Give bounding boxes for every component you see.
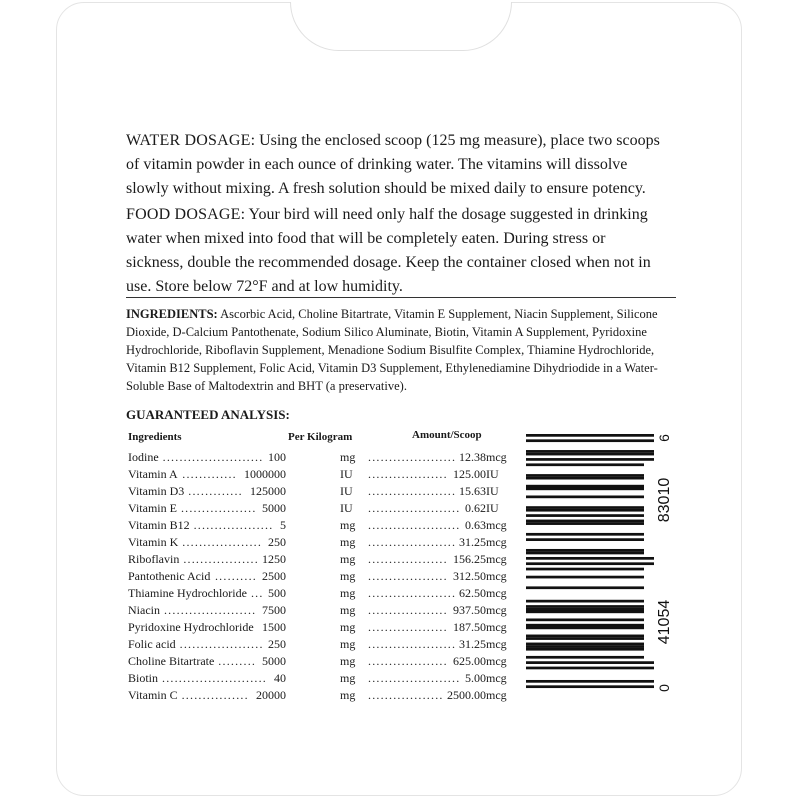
ingredients-text: Ascorbic Acid, Choline Bitartrate, Vitamin E Supplement, Niacin Supplement, Silicone Dioxide, D-Calcium Pantothenate, Sodium Silico Aluminate, Biotin, Vitamin A Supplement, Pyridoxine Hydrochloride, Riboflavin Supplement, Menadione Sodium Bisulfite Complex, Thiamine Hydrochloride, Vitamin B12 Supplement, Folic Acid, Vitamin D3 Supplement, Ethylenediamine Dihydriodide in a Water-Soluble Base of Maltodextrin and BHT (a preservative). <box>126 307 658 393</box>
amount-per-scoop-value: 0.62 <box>465 501 486 515</box>
per-kilogram-value: 40 <box>274 671 286 685</box>
table-row <box>128 466 508 483</box>
per-kilogram-unit: mg <box>340 620 356 634</box>
table-row <box>128 653 508 670</box>
barcode-bar <box>526 439 654 442</box>
barcode-bar <box>526 533 644 536</box>
leader-dots: ................... <box>368 654 448 668</box>
amount-per-scoop-unit: mcg <box>486 620 507 634</box>
ingredient-name: Choline Bitartrate <box>128 654 215 668</box>
per-kilogram-value: 500 <box>268 586 286 600</box>
table-row <box>128 483 508 500</box>
table-row <box>128 687 508 704</box>
ingredient-name: Niacin <box>128 603 160 617</box>
table-row <box>128 517 508 534</box>
leader-dots: ................... <box>368 467 448 481</box>
barcode-bar <box>526 474 644 477</box>
leader-dots: ..................... <box>368 637 457 651</box>
col-per-kilogram: Per Kilogram <box>288 431 353 443</box>
barcode <box>524 426 676 696</box>
leader-dots: ......................... <box>162 671 267 685</box>
amount-per-scoop-unit: mcg <box>486 552 507 566</box>
per-kilogram-value: 100 <box>268 450 286 464</box>
ingredient-name: Biotin <box>128 671 159 685</box>
per-kilogram-unit: mg <box>340 654 356 668</box>
amount-per-scoop-value: 187.50 <box>453 620 486 634</box>
amount-per-scoop-unit: IU <box>486 467 499 481</box>
per-kilogram-unit: mg <box>340 535 356 549</box>
leader-dots: ..................... <box>368 535 457 549</box>
per-kilogram-value: 5000 <box>262 654 286 668</box>
barcode-digit-first: 0 <box>656 684 672 692</box>
analysis-table <box>128 449 508 704</box>
amount-per-scoop-value: 312.50 <box>453 569 486 583</box>
barcode-bar <box>526 618 644 621</box>
barcode-bar <box>526 487 644 490</box>
table-row <box>128 619 508 636</box>
leader-dots: ...................... <box>163 603 257 617</box>
leader-dots: ................ <box>181 688 249 702</box>
amount-per-scoop-unit: mcg <box>486 569 507 583</box>
per-kilogram-value: 7500 <box>262 603 286 617</box>
leader-dots: .................. <box>368 688 444 702</box>
table-row <box>128 568 508 585</box>
amount-per-scoop-value: 937.50 <box>453 603 486 617</box>
amount-per-scoop-value: 31.25 <box>459 637 486 651</box>
barcode-bar <box>526 509 644 512</box>
barcode-bar <box>526 643 644 646</box>
amount-per-scoop-value: 62.50 <box>459 586 486 600</box>
barcode-bar <box>526 667 654 670</box>
amount-per-scoop-value: 31.25 <box>459 535 486 549</box>
barcode-bar <box>526 453 654 456</box>
leader-dots: ..................... <box>368 484 457 498</box>
ingredient-name: Riboflavin <box>128 552 180 566</box>
barcode-bar <box>526 450 654 453</box>
amount-per-scoop-value: 15.63 <box>459 484 486 498</box>
divider-rule <box>126 297 676 298</box>
barcode-digits-right: 83010 <box>656 477 673 523</box>
barcode-bar <box>526 576 644 579</box>
water-dosage <box>126 129 666 201</box>
food-dosage <box>126 203 666 299</box>
leader-dots: ................... <box>193 518 274 532</box>
amount-per-scoop-unit: mcg <box>486 586 507 600</box>
ingredient-name: Vitamin K <box>128 535 179 549</box>
table-row <box>128 602 508 619</box>
amount-per-scoop-unit: mcg <box>486 637 507 651</box>
table-row <box>128 551 508 568</box>
barcode-bar <box>526 610 644 613</box>
ingredient-name: Vitamin E <box>128 501 177 515</box>
amount-per-scoop-value: 2500.00 <box>447 688 486 702</box>
per-kilogram-unit: mg <box>340 688 356 702</box>
amount-per-scoop-unit: IU <box>486 484 499 498</box>
water-dosage-text: : Using the enclosed scoop (125 mg measure), place two scoops of vitamin powder in each ounce of drinking water. The vitamins will dissolve slowly without mixing. A fresh solution should be mixed daily to ensure potency. <box>126 132 660 197</box>
amount-per-scoop-unit: mcg <box>486 603 507 617</box>
barcode-bar <box>526 661 654 664</box>
ingredient-name: Pantothenic Acid <box>128 569 211 583</box>
barcode-bar <box>526 685 654 688</box>
leader-dots: ........................ <box>162 450 264 464</box>
barcode-bar <box>526 568 644 571</box>
leader-dots: .................... <box>179 637 264 651</box>
guaranteed-analysis-title: GUARANTEED ANALYSIS: <box>126 407 290 422</box>
ingredient-name: Folic acid <box>128 637 176 651</box>
dosage-section <box>126 129 666 301</box>
ingredient-name: Vitamin D3 <box>128 484 185 498</box>
per-kilogram-unit: mg <box>340 552 356 566</box>
per-kilogram-unit: mg <box>340 518 356 532</box>
barcode-bar <box>526 635 644 638</box>
barcode-bar <box>526 605 644 608</box>
barcode-bar <box>526 522 644 525</box>
amount-per-scoop-unit: IU <box>486 501 499 515</box>
ingredient-name: Thiamine Hydrochloride <box>128 586 247 600</box>
per-kilogram-value: 1500 <box>262 620 286 634</box>
barcode-bar <box>526 656 644 659</box>
amount-per-scoop-value: 12.38 <box>459 450 486 464</box>
barcode-bar <box>526 520 644 523</box>
barcode-bar <box>526 600 644 603</box>
ingredient-name: Vitamin A <box>128 467 178 481</box>
col-ingredients: Ingredients <box>128 431 182 443</box>
food-dosage-heading: FOOD DOSAGE <box>126 206 241 223</box>
ingredients-section <box>126 305 678 395</box>
leader-dots: .................. <box>180 501 257 515</box>
barcode-bar <box>526 624 644 627</box>
per-kilogram-value: 125000 <box>250 484 286 498</box>
amount-per-scoop-value: 5.00 <box>465 671 486 685</box>
per-kilogram-unit: IU <box>340 467 353 481</box>
barcode-bar <box>526 514 644 517</box>
per-kilogram-unit: IU <box>340 484 353 498</box>
barcode-bar <box>526 586 644 589</box>
barcode-bar <box>526 608 644 611</box>
leader-dots: ............. <box>188 484 243 498</box>
table-row <box>128 534 508 551</box>
barcode-bar <box>526 434 654 437</box>
barcode-digit-last: 6 <box>656 434 672 442</box>
leader-dots: .................. <box>183 552 259 566</box>
barcode-bar <box>526 549 644 552</box>
ingredient-name: Pyridoxine Hydrochloride <box>128 620 254 634</box>
table-row <box>128 585 508 602</box>
per-kilogram-unit: mg <box>340 569 356 583</box>
food-dosage-text: : Your bird will need only half the dosage suggested in drinking water when mixed into food that will be completely eaten. During stress or sickness, double the recommended dosage. Keep the container closed when not in use. Store below 72°F and at low humidity. <box>126 206 651 295</box>
barcode-bar <box>526 627 644 630</box>
barcode-bar <box>526 495 644 498</box>
amount-per-scoop-unit: mcg <box>486 518 507 532</box>
table-row <box>128 636 508 653</box>
amount-per-scoop-unit: mcg <box>486 671 507 685</box>
leader-dots: ..................... <box>368 450 457 464</box>
barcode-bar <box>526 680 654 683</box>
amount-per-scoop-value: 0.63 <box>465 518 486 532</box>
barcode-bar <box>526 458 654 461</box>
per-kilogram-unit: mg <box>340 603 356 617</box>
barcode-bar <box>526 506 644 509</box>
per-kilogram-unit: IU <box>340 501 353 515</box>
leader-dots: ... <box>250 586 264 600</box>
leader-dots: ................... <box>368 569 448 583</box>
ingredient-name: Vitamin B12 <box>128 518 190 532</box>
barcode-bar <box>526 562 654 565</box>
per-kilogram-value: 5 <box>280 518 286 532</box>
per-kilogram-unit: mg <box>340 586 356 600</box>
leader-dots: ................... <box>368 620 448 634</box>
leader-dots: ...................... <box>368 518 461 532</box>
amount-per-scoop-unit: mcg <box>486 688 507 702</box>
hang-hole <box>290 2 512 51</box>
amount-per-scoop-value: 156.25 <box>453 552 486 566</box>
barcode-bar <box>526 477 644 480</box>
leader-dots: ................... <box>182 535 263 549</box>
per-kilogram-value: 5000 <box>262 501 286 515</box>
barcode-bar <box>526 557 654 560</box>
barcode-digits-left: 41054 <box>656 599 673 645</box>
per-kilogram-value: 1250 <box>262 552 286 566</box>
per-kilogram-unit: mg <box>340 637 356 651</box>
leader-dots: ............. <box>182 467 237 481</box>
leader-dots: ................... <box>368 603 448 617</box>
table-row <box>128 500 508 517</box>
amount-per-scoop-value: 625.00 <box>453 654 486 668</box>
leader-dots: ..................... <box>368 586 457 600</box>
amount-per-scoop-unit: mcg <box>486 450 507 464</box>
ingredient-name: Vitamin C <box>128 688 178 702</box>
barcode-bar <box>526 552 644 555</box>
leader-dots: ...................... <box>368 501 461 515</box>
leader-dots: ...................... <box>368 671 461 685</box>
water-dosage-heading: WATER DOSAGE <box>126 132 251 149</box>
per-kilogram-value: 1000000 <box>244 467 286 481</box>
barcode-bar <box>526 645 644 648</box>
per-kilogram-value: 20000 <box>256 688 286 702</box>
barcode-bar <box>526 648 644 651</box>
leader-dots: ......... <box>218 654 257 668</box>
table-row <box>128 670 508 687</box>
ingredients-heading: INGREDIENTS: <box>126 307 218 321</box>
barcode-bar <box>526 538 644 541</box>
barcode-bar <box>526 637 644 640</box>
barcode-bar <box>526 485 644 488</box>
table-row <box>128 449 508 466</box>
ingredient-name: Iodine <box>128 450 159 464</box>
per-kilogram-unit: mg <box>340 450 356 464</box>
barcode-bar <box>526 463 644 466</box>
per-kilogram-unit: mg <box>340 671 356 685</box>
leader-dots: ................... <box>368 552 448 566</box>
leader-dots: .......... <box>214 569 257 583</box>
per-kilogram-value: 250 <box>268 535 286 549</box>
amount-per-scoop-value: 125.00 <box>453 467 486 481</box>
amount-per-scoop-unit: mcg <box>486 535 507 549</box>
amount-per-scoop-unit: mcg <box>486 654 507 668</box>
per-kilogram-value: 250 <box>268 637 286 651</box>
col-amount-scoop: Amount/Scoop <box>412 429 482 441</box>
per-kilogram-value: 2500 <box>262 569 286 583</box>
